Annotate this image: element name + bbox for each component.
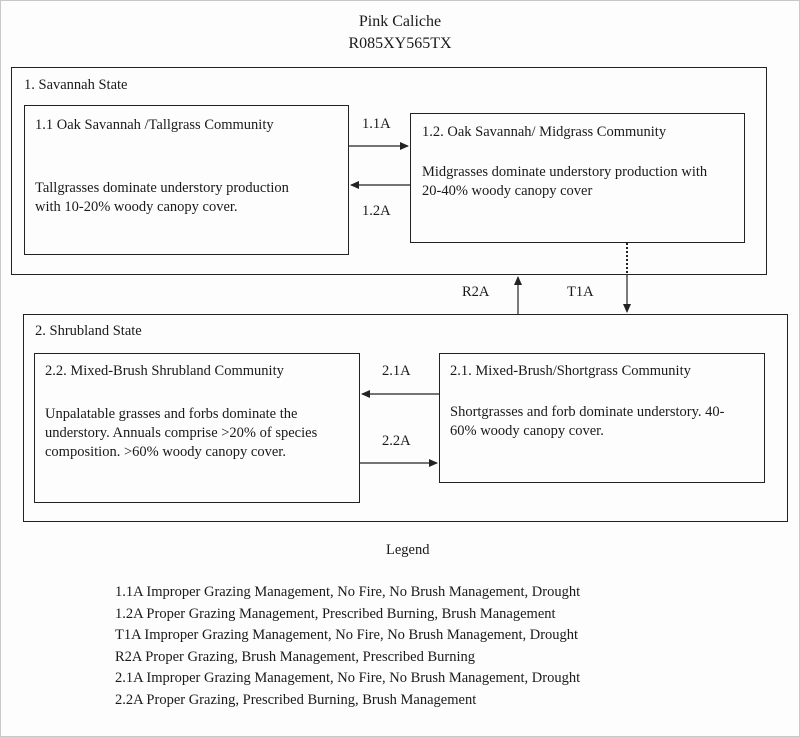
label-r2a: R2A (462, 284, 490, 300)
legend-list (115, 582, 580, 711)
diagram-title: Pink Caliche (358, 13, 442, 30)
legend-item-1-2a: 1.2A Proper Grazing Management, Prescribed Burning, Brush Management (115, 605, 556, 622)
legend-item-2-2a: 2.2A Proper Grazing, Prescribed Burning, Brush Management (115, 691, 477, 708)
label-t1a: T1A (567, 284, 594, 300)
savannah-state-label: 1. Savannah State (24, 77, 128, 93)
legend-item-r2a: R2A Proper Grazing, Brush Management, Prescribed Burning (115, 648, 476, 665)
community-2-1-title: 2.1. Mixed-Brush/Shortgrass Community (450, 363, 691, 379)
label-1-2a: 1.2A (362, 203, 391, 219)
legend-item-1-1a: 1.1A Improper Grazing Management, No Fire, No Brush Management, Drought (115, 584, 581, 600)
community-2-1-description: Shortgrasses and forb dominate understory. 40-60% woody canopy cover. (450, 404, 725, 439)
label-2-1a: 2.1A (382, 363, 411, 379)
community-1-2-description: Midgrasses dominate understory production with 20-40% woody canopy cover (422, 164, 708, 199)
legend-item-2-1a: 2.1A Improper Grazing Management, No Fire, No Brush Management, Drought (115, 670, 581, 686)
legend-item-t1a: T1A Improper Grazing Management, No Fire, No Brush Management, Drought (115, 627, 579, 643)
diagram-subtitle: R085XY565TX (348, 35, 452, 52)
shrubland-state-label: 2. Shrubland State (35, 323, 142, 339)
community-1-1-description: Tallgrasses dominate understory production with 10-20% woody canopy cover. (35, 180, 289, 215)
legend-heading: Legend (386, 542, 430, 558)
community-2-2-title: 2.2. Mixed-Brush Shrubland Community (45, 363, 284, 379)
community-1-2-title: 1.2. Oak Savannah/ Midgrass Community (422, 124, 667, 140)
community-2-2-description: Unpalatable grasses and forbs dominate the understory. Annuals comprise >20% of species composition. >60% woody canopy cover. (45, 406, 318, 460)
community-1-1-title: 1.1 Oak Savannah /Tallgrass Community (35, 117, 274, 133)
label-1-1a: 1.1A (362, 116, 391, 132)
label-2-2a: 2.2A (382, 433, 411, 449)
